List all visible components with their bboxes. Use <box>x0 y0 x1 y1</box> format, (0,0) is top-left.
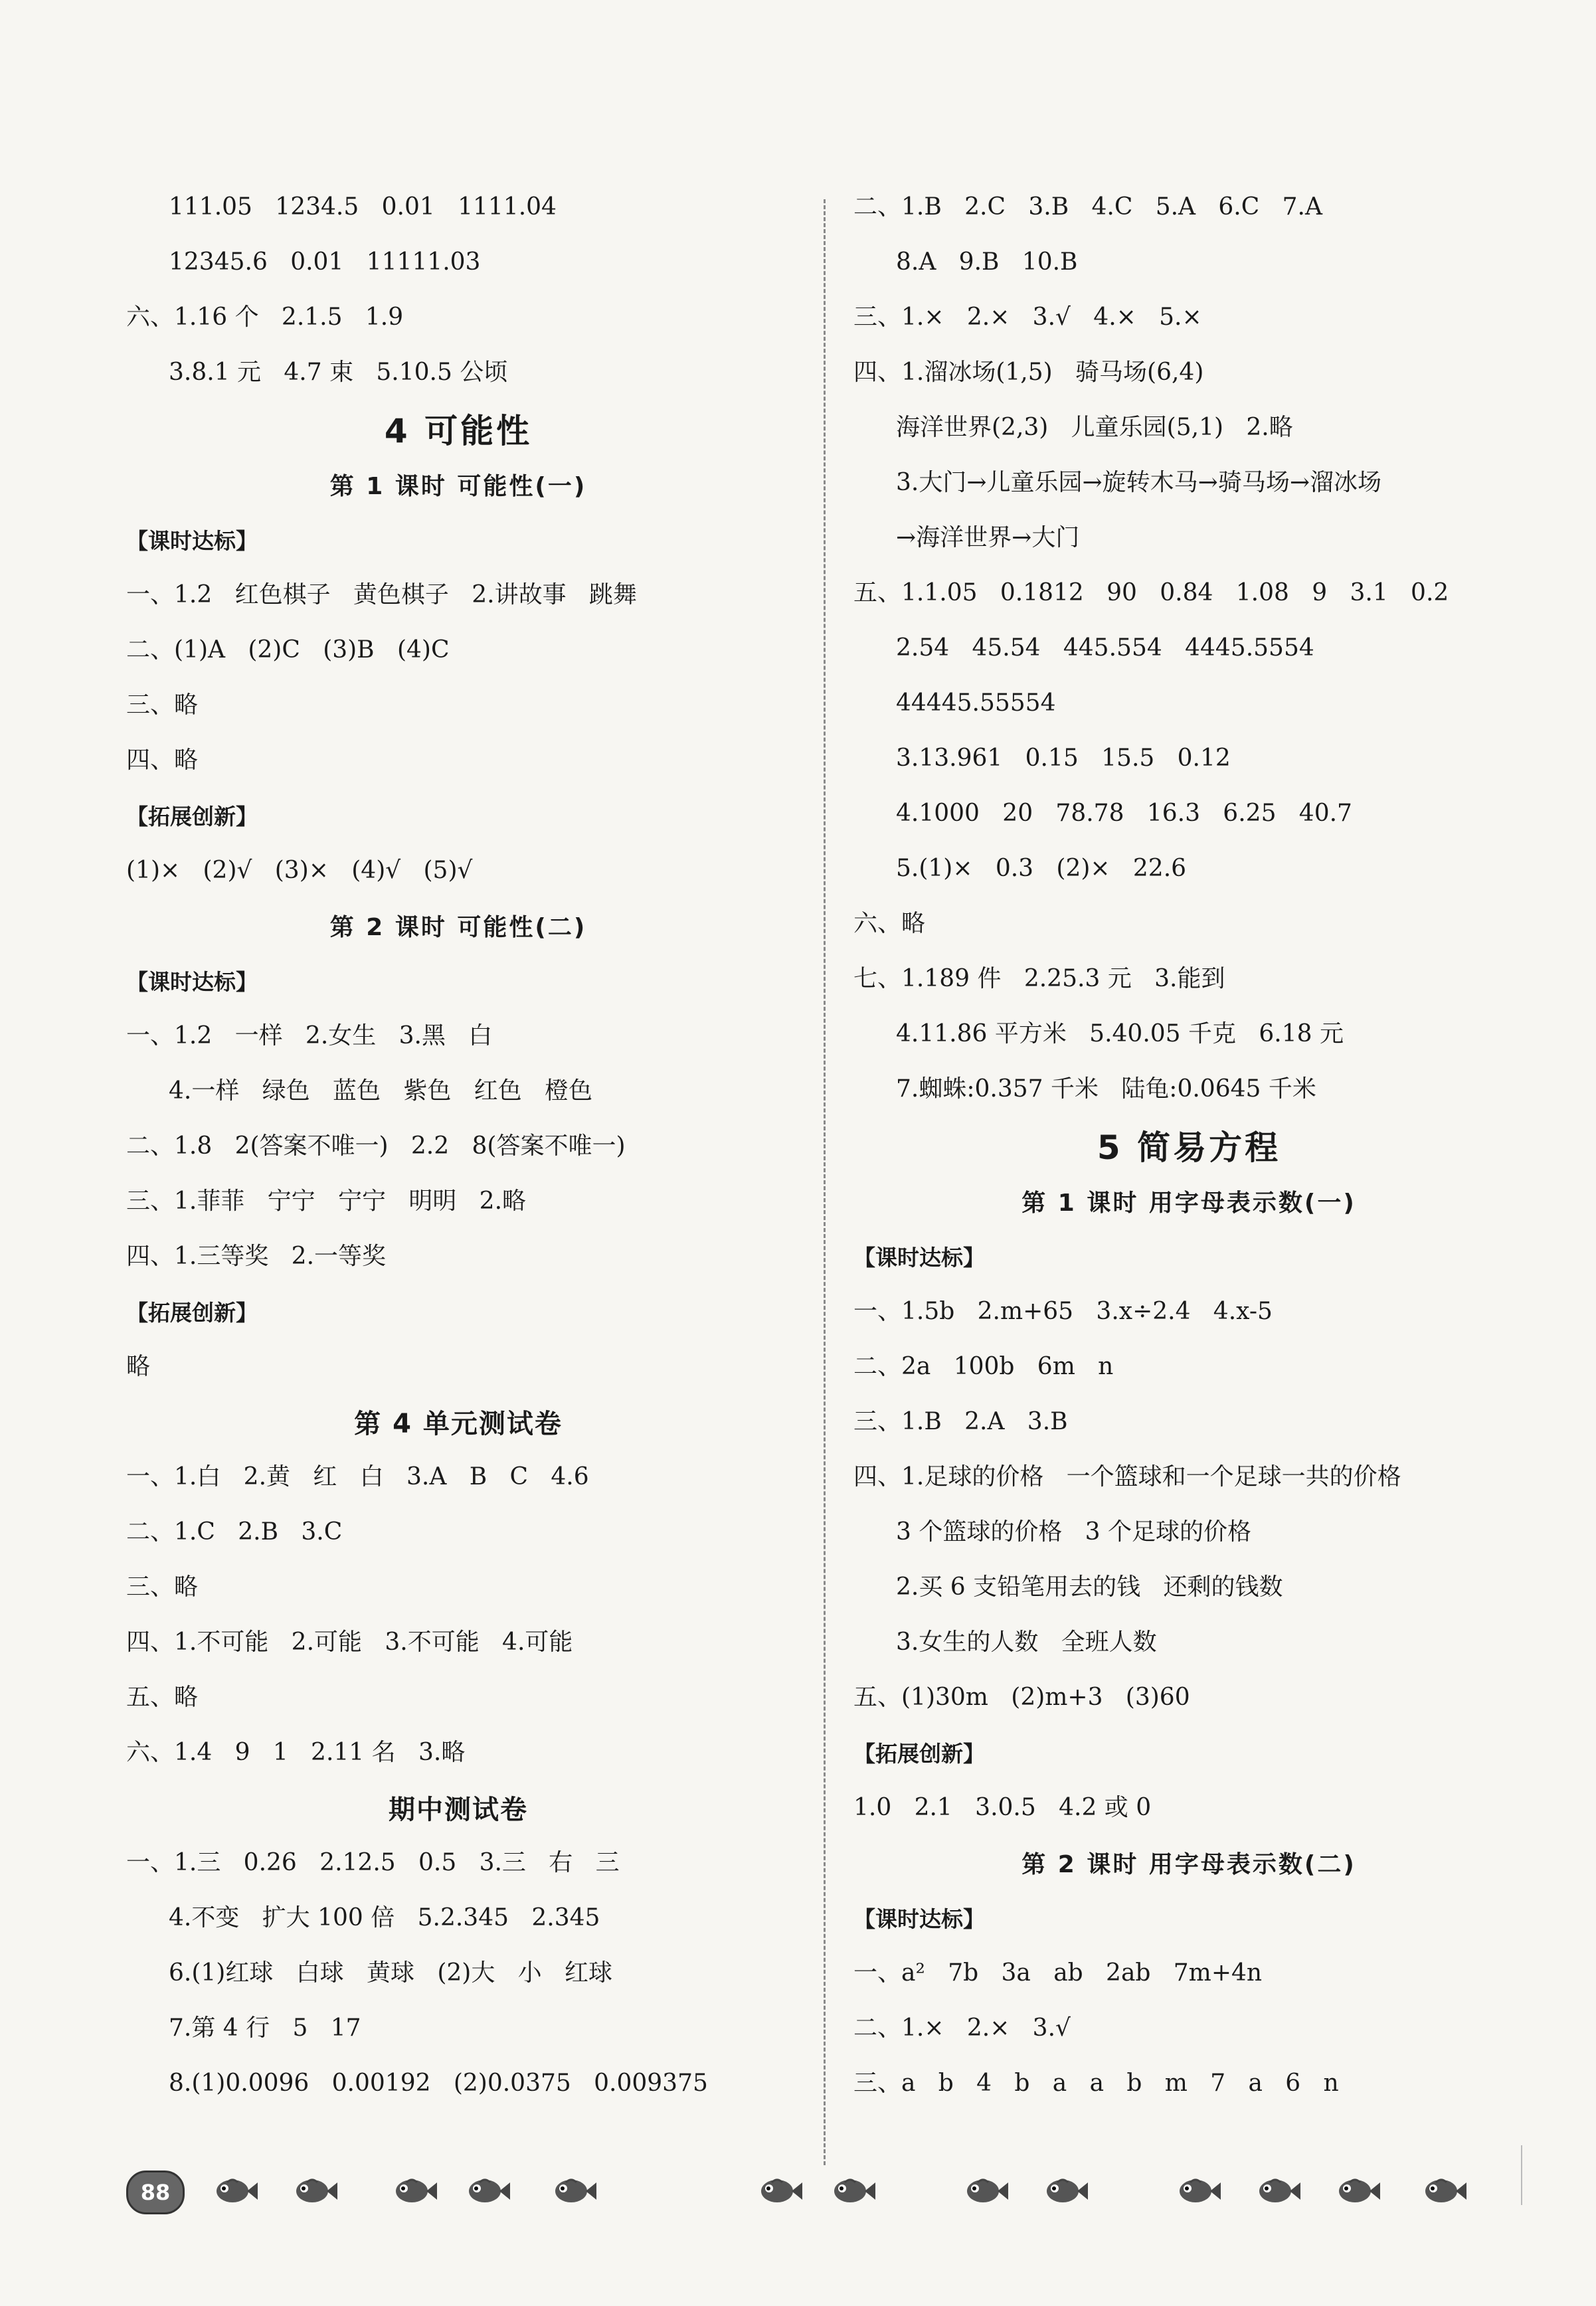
answer-line: 一、1.白 2.黄 红 白 3.A B C 4.6 <box>126 1463 589 1490</box>
answer-line: 四、略 <box>126 746 199 774</box>
answer-line: 2.买 6 支铅笔用去的钱 还剩的钱数 <box>896 1573 1283 1601</box>
answer-line: 一、1.三 0.26 2.12.5 0.5 3.三 右 三 <box>126 1848 620 1876</box>
answer-line: 3.女生的人数 全班人数 <box>896 1628 1157 1656</box>
answer-line: 3.8.1 元 4.7 束 5.10.5 公顷 <box>169 358 508 386</box>
unit-title: 5 简易方程 <box>1097 1128 1281 1167</box>
answer-line: 四、1.足球的价格 一个篮球和一个足球一共的价格 <box>853 1463 1401 1490</box>
answer-line: 二、1.8 2(答案不唯一) 2.2 8(答案不唯一) <box>126 1132 626 1160</box>
answer-line: 一、1.2 红色棋子 黄色棋子 2.讲故事 跳舞 <box>126 580 637 608</box>
answer-line: 3.大门→儿童乐园→旋转木马→骑马场→溜冰场 <box>896 468 1382 496</box>
answer-line: 二、1.× 2.× 3.√ <box>853 2014 1071 2042</box>
fish-icon <box>1176 2174 1222 2208</box>
test-title: 期中测试卷 <box>389 1795 528 1825</box>
fish-icon <box>1255 2174 1302 2208</box>
fish-icon <box>963 2174 1010 2208</box>
fish-icon <box>213 2174 259 2208</box>
section-tag: 【课时达标】 <box>126 528 258 554</box>
fish-icon <box>1335 2174 1381 2208</box>
answer-line: 一、1.2 一样 2.女生 3.黑 白 <box>126 1021 493 1049</box>
answer-line: 五、1.1.05 0.1812 90 0.84 1.08 9 3.1 0.2 <box>853 578 1449 606</box>
section-tag: 【课时达标】 <box>853 1906 985 1932</box>
left-answer-column <box>126 179 790 2111</box>
unit-title: 4 可能性 <box>384 412 533 450</box>
answer-line: 4.不变 扩大 100 倍 5.2.345 2.345 <box>169 1904 600 1931</box>
answer-line: 三、略 <box>126 1573 199 1601</box>
right-answer-column <box>853 179 1524 2111</box>
page-number-badge: 88 <box>126 2171 185 2214</box>
page-edge <box>1521 2145 1542 2205</box>
test-title: 第 4 单元测试卷 <box>354 1409 563 1439</box>
answer-line: 七、1.189 件 2.25.3 元 3.能到 <box>853 964 1225 992</box>
answer-line: 六、1.16 个 2.1.5 1.9 <box>126 303 404 331</box>
fish-icon <box>1043 2174 1089 2208</box>
answer-line: (1)× (2)√ (3)× (4)√ (5)√ <box>126 856 473 884</box>
page-footer <box>126 2164 1541 2217</box>
answer-line: 2.54 45.54 445.554 4445.5554 <box>896 634 1314 662</box>
fish-icon <box>1421 2174 1468 2208</box>
lesson-title: 第 2 课时 用字母表示数(二) <box>1021 1851 1356 1878</box>
section-tag: 【课时达标】 <box>853 1245 985 1271</box>
fish-icon <box>757 2174 804 2208</box>
answer-line: 一、a² 7b 3a ab 2ab 7m+4n <box>853 1959 1263 1987</box>
answer-line: 1.0 2.1 3.0.5 4.2 或 0 <box>853 1793 1152 1821</box>
answer-line: 一、1.5b 2.m+65 3.x÷2.4 4.x-5 <box>853 1297 1273 1325</box>
fish-icon <box>392 2174 438 2208</box>
fish-icon <box>292 2174 339 2208</box>
answer-line: 五、略 <box>126 1683 199 1711</box>
section-tag: 【拓展创新】 <box>126 804 258 830</box>
answer-line: 三、1.菲菲 宁宁 宁宁 明明 2.略 <box>126 1187 527 1215</box>
answer-line: 四、1.三等奖 2.一等奖 <box>126 1242 387 1270</box>
answer-line: 8.(1)0.0096 0.00192 (2)0.0375 0.009375 <box>169 2069 708 2097</box>
answer-line: 三、1.× 2.× 3.√ 4.× 5.× <box>853 303 1202 331</box>
fish-icon <box>465 2174 511 2208</box>
lesson-title: 第 1 课时 用字母表示数(一) <box>1021 1190 1356 1217</box>
answer-line: 三、a b 4 b a a b m 7 a 6 n <box>853 2069 1339 2097</box>
answer-line: 12345.6 0.01 11111.03 <box>169 248 481 276</box>
answer-line: 二、2a 100b 6m n <box>853 1352 1114 1380</box>
answer-line: 三、略 <box>126 691 199 719</box>
answer-line: 二、1.C 2.B 3.C <box>126 1518 343 1546</box>
answer-line: 六、略 <box>853 909 926 937</box>
answer-line: 7.第 4 行 5 17 <box>169 2014 361 2042</box>
answer-line: 4.一样 绿色 蓝色 紫色 红色 橙色 <box>169 1077 592 1105</box>
answer-line: 五、(1)30m (2)m+3 (3)60 <box>853 1683 1190 1711</box>
answer-line: 5.(1)× 0.3 (2)× 22.6 <box>896 854 1187 882</box>
fish-icon <box>830 2174 877 2208</box>
answer-line: 四、1.不可能 2.可能 3.不可能 4.可能 <box>126 1628 573 1656</box>
answer-line: 三、1.B 2.A 3.B <box>853 1407 1068 1435</box>
answer-line: 3 个篮球的价格 3 个足球的价格 <box>896 1518 1252 1546</box>
lesson-title: 第 2 课时 可能性(二) <box>329 914 587 941</box>
section-tag: 【拓展创新】 <box>853 1741 985 1767</box>
section-tag: 【课时达标】 <box>126 969 258 995</box>
answer-line: 111.05 1234.5 0.01 1111.04 <box>169 193 557 221</box>
fish-icon <box>551 2174 598 2208</box>
answer-line: 二、1.B 2.C 3.B 4.C 5.A 6.C 7.A <box>853 193 1322 221</box>
answer-line: 6.(1)红球 白球 黄球 (2)大 小 红球 <box>169 1959 612 1987</box>
answer-line: 4.1000 20 78.78 16.3 6.25 40.7 <box>896 799 1352 827</box>
section-tag: 【拓展创新】 <box>126 1300 258 1326</box>
answer-line: 7.蜘蛛:0.357 千米 陆龟:0.0645 千米 <box>896 1075 1316 1103</box>
answer-line: 略 <box>126 1352 151 1380</box>
answer-line: →海洋世界→大门 <box>896 523 1080 551</box>
answer-line: 8.A 9.B 10.B <box>896 248 1078 276</box>
answer-line: 4.11.86 平方米 5.40.05 千克 6.18 元 <box>896 1020 1344 1047</box>
lesson-title: 第 1 课时 可能性(一) <box>329 473 587 500</box>
answer-line: 四、1.溜冰场(1,5) 骑马场(6,4) <box>853 358 1204 386</box>
answer-line: 44445.55554 <box>896 689 1056 717</box>
answer-line: 六、1.4 9 1 2.11 名 3.略 <box>126 1738 466 1766</box>
answer-line: 海洋世界(2,3) 儿童乐园(5,1) 2.略 <box>896 413 1293 441</box>
column-divider <box>824 199 826 2165</box>
answer-line: 3.13.961 0.15 15.5 0.12 <box>896 744 1231 772</box>
answer-line: 二、(1)A (2)C (3)B (4)C <box>126 636 450 664</box>
